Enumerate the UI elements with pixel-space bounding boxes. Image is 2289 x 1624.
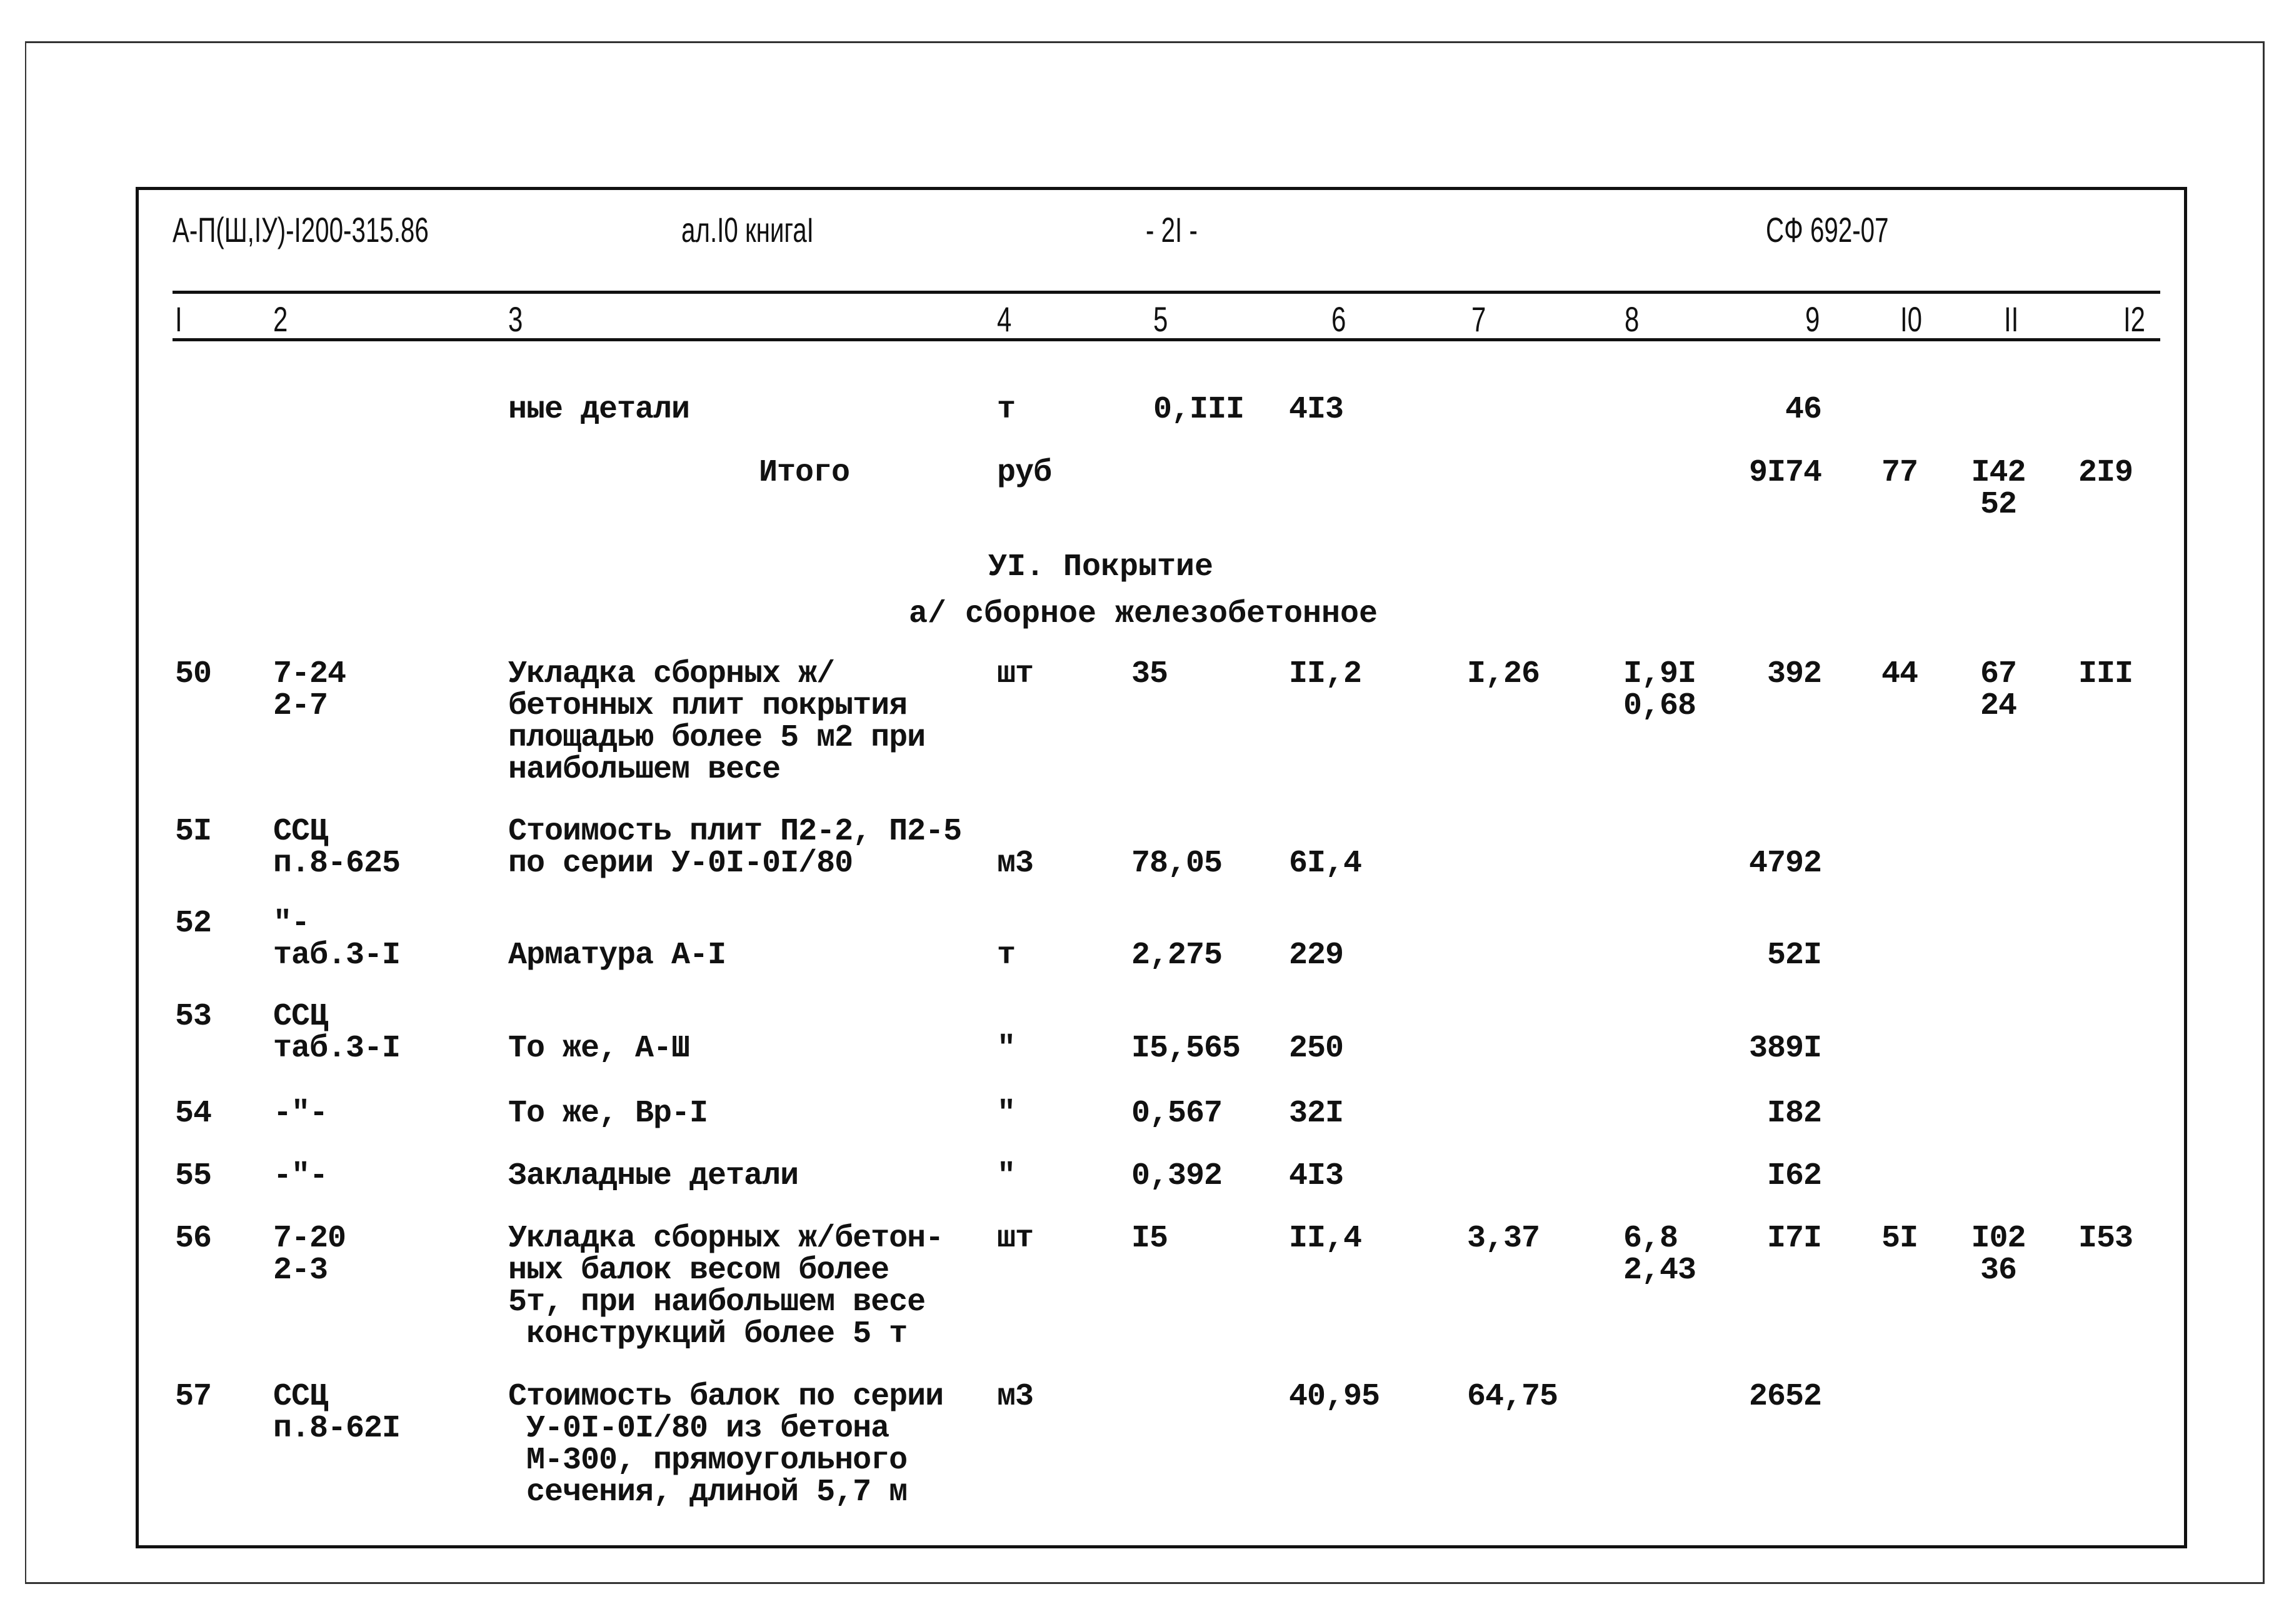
cell-total: 52I <box>1766 938 1821 973</box>
cell-qty: 0,567 <box>1131 1096 1223 1131</box>
cell-total: 389I <box>1748 1031 1821 1066</box>
cell-price: 6I,4 <box>1289 846 1362 881</box>
cell-code: ССЦ таб.3-I <box>273 999 401 1066</box>
cell-name: Укладка сборных ж/ бетонных плит покрытия площадью более 5 м2 при наибольшем весе <box>508 656 926 788</box>
cell-total: 392 <box>1766 656 1821 692</box>
cell-number: 52 <box>175 906 212 941</box>
cell-unit: т <box>997 938 1016 973</box>
page-number: - 2I - <box>1146 210 1198 249</box>
cell-qty: 0,III <box>1153 392 1245 428</box>
cell-price: 4I3 <box>1289 1158 1344 1194</box>
total-label: Итого <box>759 455 850 491</box>
sheet-code: СФ 692-07 <box>1766 210 1889 249</box>
cell-col12: 2I9 <box>2078 455 2133 491</box>
cell-col10: 44 <box>1881 656 1918 692</box>
cell-price: II,4 <box>1289 1221 1362 1256</box>
col-num: 3 <box>508 299 523 339</box>
cell-col11: I42 52 <box>1971 455 2026 523</box>
cell-total: 4792 <box>1748 846 1821 881</box>
col-num: 6 <box>1331 299 1346 339</box>
cell-unit: шт <box>997 1221 1034 1256</box>
cell-code: "- таб.3-I <box>273 906 401 973</box>
cell-col8: I,9I 0,68 <box>1623 656 1696 724</box>
cell-col7: I,26 <box>1467 656 1540 692</box>
cell-total: I82 <box>1766 1096 1821 1131</box>
cell-total: 46 <box>1785 392 1821 428</box>
cell-name: ные детали <box>508 392 690 428</box>
cell-name: Стоимость балок по серии У-0I-0I/80 из бетона М-300, прямоугольного сечения, длиной 5,7 м <box>508 1379 944 1510</box>
cell-name: Стоимость плит П2-2, П2-5 по серии У-0I-0I/80 <box>508 814 962 881</box>
cell-qty: I5 <box>1131 1221 1168 1256</box>
cell-price: 4I3 <box>1289 392 1344 428</box>
cell-unit: м3 <box>997 1379 1034 1415</box>
cell-col8: 6,8 2,43 <box>1623 1221 1696 1288</box>
col-num: 9 <box>1805 299 1820 339</box>
cell-number: 54 <box>175 1096 212 1131</box>
cell-col12: III <box>2078 656 2133 692</box>
cell-price: 250 <box>1289 1031 1344 1066</box>
cell-number: 53 <box>175 999 212 1035</box>
section-subtitle: а/ сборное железобетонное <box>908 596 1378 632</box>
cell-unit: " <box>997 1158 1016 1194</box>
col-num: 8 <box>1625 299 1640 339</box>
cell-number: 5I <box>175 814 212 850</box>
cell-code: ССЦ п.8-625 <box>273 814 401 881</box>
cell-price: 40,95 <box>1289 1379 1380 1415</box>
cell-total: I7I <box>1766 1221 1821 1256</box>
col-num: I0 <box>1900 299 1923 339</box>
col-num: II <box>2004 299 2019 339</box>
doc-code: А-П(Ш,IУ)-I200-315.86 <box>173 210 429 249</box>
cell-total: I62 <box>1766 1158 1821 1194</box>
cell-col7: 64,75 <box>1467 1379 1558 1415</box>
cell-name: То же, А-Ш <box>508 1031 690 1066</box>
cell-col12: I53 <box>2078 1221 2133 1256</box>
col-num: 5 <box>1153 299 1168 339</box>
cell-unit: руб <box>997 455 1052 491</box>
cell-code: -"- <box>273 1158 328 1194</box>
cell-col10: 5I <box>1881 1221 1918 1256</box>
cell-number: 50 <box>175 656 212 692</box>
album-label: ал.I0 книгаI <box>681 210 814 249</box>
section-title: УI. Покрытие <box>988 549 1214 585</box>
col-num: 4 <box>997 299 1012 339</box>
cell-code: 7-20 2-3 <box>273 1221 346 1288</box>
cell-code: -"- <box>273 1096 328 1131</box>
cell-col10: 77 <box>1881 455 1918 491</box>
col-num: 2 <box>273 299 288 339</box>
cell-name: Арматура А-I <box>508 938 726 973</box>
cell-qty: 2,275 <box>1131 938 1223 973</box>
cell-code: ССЦ п.8-62I <box>273 1379 401 1446</box>
cell-number: 57 <box>175 1379 212 1415</box>
cell-unit: " <box>997 1096 1016 1131</box>
cell-name: То же, Вр-I <box>508 1096 708 1131</box>
cell-code: 7-24 2-7 <box>273 656 346 724</box>
cell-price: 229 <box>1289 938 1344 973</box>
cell-name: Укладка сборных ж/бетон- ных балок весом более 5т, при наибольшем весе конструкций более 5 т <box>508 1221 944 1352</box>
cell-price: 32I <box>1289 1096 1344 1131</box>
cell-total: 9I74 <box>1748 455 1821 491</box>
cell-total: 2652 <box>1748 1379 1821 1415</box>
col-num: I <box>175 299 183 339</box>
cell-col11: I02 36 <box>1971 1221 2026 1288</box>
cell-number: 56 <box>175 1221 212 1256</box>
cell-unit: " <box>997 1031 1016 1066</box>
cell-unit: м3 <box>997 846 1034 881</box>
header-divider <box>173 291 2160 294</box>
col-num: I2 <box>2123 299 2146 339</box>
cell-qty: 35 <box>1131 656 1168 692</box>
cell-unit: шт <box>997 656 1034 692</box>
cell-qty: I5,565 <box>1131 1031 1241 1066</box>
cell-qty: 0,392 <box>1131 1158 1223 1194</box>
cell-number: 55 <box>175 1158 212 1194</box>
cell-qty: 78,05 <box>1131 846 1223 881</box>
cell-price: II,2 <box>1289 656 1362 692</box>
cell-unit: т <box>997 392 1016 428</box>
cell-col11: 67 24 <box>1980 656 2016 724</box>
col-num: 7 <box>1471 299 1486 339</box>
cell-col7: 3,37 <box>1467 1221 1540 1256</box>
cell-name: Закладные детали <box>508 1158 799 1194</box>
